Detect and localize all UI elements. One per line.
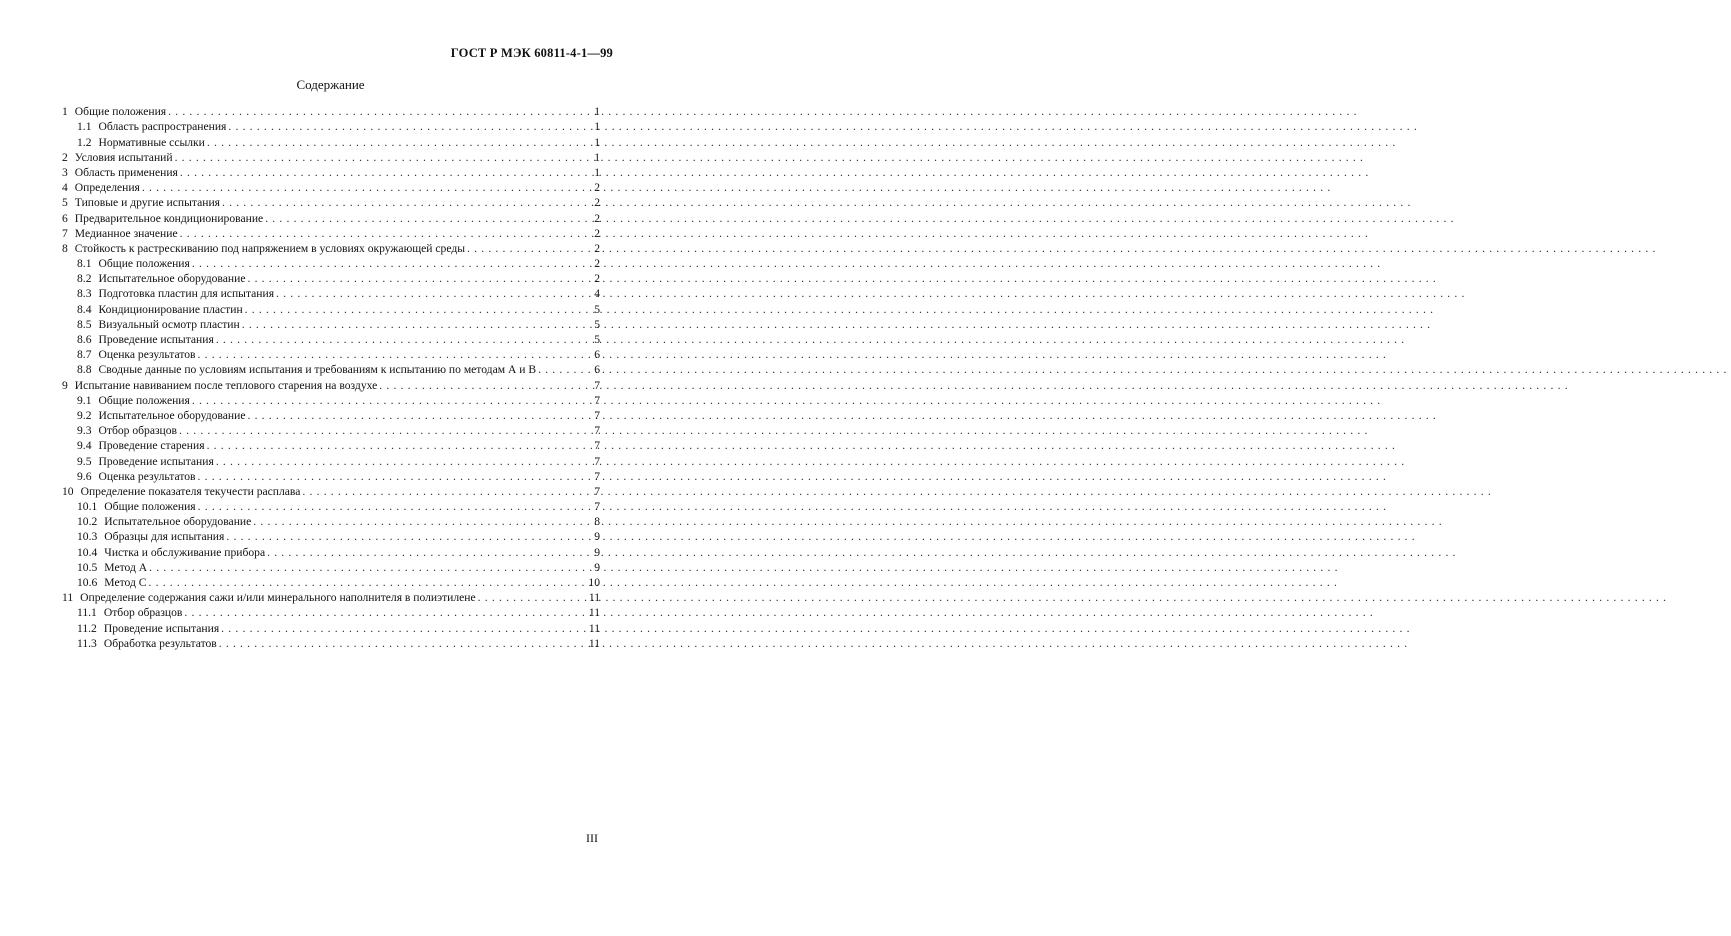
toc-entry-number: 8.6 [77,333,92,346]
toc-entry-number: 10 [62,484,74,498]
toc-entry-number: 9.4 [77,439,92,453]
toc-entry-page: 11 [588,621,600,635]
toc-entry-number: 9.3 [77,424,92,438]
toc-entry-number: 8.4 [77,302,92,316]
toc-entry[interactable] [62,452,600,467]
toc-entry-page: 7 [594,469,600,483]
toc-entry-title: Типовые и другие испытания [74,196,220,210]
toc-dot-leader [198,500,574,513]
toc-dot-leader [253,515,574,528]
toc-entry-title: Определение содержания сажи и/или минерального наполнителя в полиэтилене [80,591,476,605]
toc-entry-number: 11.2 [77,621,97,635]
toc-entry-title: Отбор образцов [98,424,178,438]
toc-entry-title: Медианное значение [74,226,178,240]
toc-entry[interactable] [62,240,600,255]
toc-entry-number: 10.6 [77,576,98,589]
toc-entry-title: Оценка результатов [98,348,196,362]
toc-dot-leader [467,242,574,255]
toc-entry-title: Условия испытаний [74,150,173,164]
toc-entry[interactable] [62,528,600,543]
toc-entry-number: 8.5 [77,317,92,331]
toc-entry-number: 8.1 [77,257,92,271]
toc-entry-page: 5 [594,302,600,316]
toc-entry[interactable] [62,194,600,209]
toc-entry-page: 7 [594,393,600,407]
toc-entry-title: Общие положения [104,500,196,514]
toc-entry-page: 7 [594,454,600,468]
toc-entry[interactable] [62,270,600,285]
toc-entry-page: 9 [594,560,600,574]
toc-entry-number: 9 [62,378,68,392]
toc-entry-title: Предварительное кондиционирование [74,211,264,225]
toc-entry-number: 10.5 [77,560,98,574]
table-of-contents [62,103,600,650]
toc-dot-leader [228,120,574,133]
toc-entry[interactable] [62,589,600,604]
toc-entry[interactable] [62,209,600,224]
toc-entry-number: 8.8 [77,363,92,377]
toc-entry-page: 5 [594,333,600,346]
toc-entry-number: 8 [62,241,68,255]
toc-entry-number: 1.1 [77,120,92,134]
toc-dot-leader [180,227,574,240]
toc-entry-title: Визуальный осмотр пластин [98,317,240,331]
toc-entry[interactable] [62,118,600,133]
toc-entry-page: 7 [594,484,600,498]
toc-dot-leader [184,606,574,619]
toc-entry-number: 6 [62,211,68,225]
toc-dot-leader [168,105,574,118]
toc-entry-title: Испытание навиванием после теплового старения на воздухе [74,378,378,392]
toc-entry-page: 7 [594,439,600,453]
toc-entry-number: 9.6 [77,469,92,483]
toc-entry-number: 5 [62,196,68,210]
toc-entry-page: 2 [594,196,600,210]
toc-entry-title: Общие положения [98,257,190,271]
toc-entry-number: 10.1 [77,500,98,514]
toc-entry-page: 9 [594,545,600,559]
toc-dot-leader [198,470,574,483]
toc-entry[interactable] [62,103,600,118]
toc-entry[interactable] [62,179,600,194]
toc-entry-title: Проведение старения [98,439,205,453]
toc-entry-page: 1 [594,165,600,179]
toc-dot-leader [216,455,574,468]
toc-entry-number: 2 [62,150,68,164]
toc-entry-title: Испытательное оборудование [104,515,252,529]
toc-entry[interactable] [62,498,600,513]
toc-dot-leader [276,287,574,300]
toc-entry-number: 8.7 [77,348,92,362]
toc-dot-leader [478,591,574,604]
toc-entry[interactable] [62,437,600,452]
toc-dot-leader [142,181,574,194]
toc-dot-leader [149,561,574,574]
toc-entry-number: 3 [62,165,68,179]
toc-entry-title: Испытательное оборудование [98,272,246,286]
toc-entry-page: 2 [594,211,600,225]
toc-entry[interactable] [62,604,600,619]
toc-entry-page: 2 [594,272,600,286]
toc-dot-leader [222,196,574,209]
toc-entry-page: 2 [594,241,600,255]
toc-entry-number: 11 [62,591,74,605]
toc-entry-title: Метод А [104,560,148,574]
toc-entry[interactable] [62,543,600,558]
toc-entry[interactable] [62,361,600,376]
toc-dot-leader [207,136,574,149]
toc-entry-page: 5 [594,317,600,331]
toc-entry-title: Область применения [74,165,178,179]
toc-entry-number: 10.2 [77,515,98,529]
toc-entry-title: Общие положения [98,393,190,407]
toc-entry-title: Кондиционирование пластин [98,302,243,316]
toc-dot-leader [175,151,574,164]
toc-entry-page: 7 [594,500,600,514]
toc-entry-number: 11.3 [77,636,97,650]
toc-entry-page: 7 [594,424,600,438]
toc-entry[interactable] [62,300,600,315]
toc-dot-leader [219,637,574,650]
toc-entry[interactable] [62,468,600,483]
toc-dot-leader [247,272,574,285]
toc-entry-title: Обработка результатов [103,636,217,650]
toc-dot-leader [192,394,574,407]
toc-entry-title: Проведение испытания [103,621,220,635]
toc-entry[interactable] [62,255,600,270]
toc-entry-title: Нормативные ссылки [98,135,205,149]
toc-entry-number: 7 [62,226,68,240]
toc-entry-page: 2 [594,226,600,240]
toc-entry-page: 2 [594,181,600,195]
toc-entry-number: 8.3 [77,287,92,301]
toc-dot-leader [221,622,574,635]
toc-entry[interactable] [62,407,600,422]
toc-entry-page: 1 [594,120,600,134]
toc-dot-leader [180,166,574,179]
toc-entry-title: Определение показателя текучести расплава [80,484,301,498]
toc-entry[interactable] [62,392,600,407]
toc-dot-leader [242,318,574,331]
toc-entry-number: 10.4 [77,545,98,559]
toc-entry[interactable] [62,164,600,179]
toc-entry-title: Образцы для испытания [104,530,225,544]
toc-entry[interactable] [62,422,600,437]
toc-entry-page: 6 [594,348,600,362]
toc-entry-number: 4 [62,181,68,195]
toc-dot-leader [216,333,574,346]
toc-dot-leader [198,348,574,361]
toc-entry-number: 1.2 [77,135,92,149]
toc-dot-leader [538,363,574,376]
toc-entry-title: Метод С [104,576,147,589]
toc-entry[interactable] [62,513,600,528]
toc-dot-leader [149,576,574,589]
toc-entry-number: 1 [62,105,68,119]
toc-entry-title: Общие положения [74,105,167,119]
toc-entry[interactable] [62,559,600,574]
toc-entry[interactable] [62,619,600,634]
toc-entry-title: Испытательное оборудование [98,408,246,422]
toc-entry-page: 1 [594,150,600,164]
toc-entry[interactable] [62,483,600,498]
toc-dot-leader [302,485,574,498]
toc-entry-page: 11 [588,636,600,650]
toc-dot-leader [245,303,574,316]
page-number: III [586,831,598,845]
toc-dot-leader [265,212,574,225]
toc-entry-title: Проведение испытания [98,333,214,346]
toc-entry-page: 11 [588,606,600,620]
toc-entry-number: 8.2 [77,272,92,286]
toc-entry[interactable] [62,149,600,164]
toc-entry-title: Оценка результатов [98,469,196,483]
document-code: ГОСТ Р МЭК 60811-4-1—99 [450,46,613,60]
toc-entry-page: 1 [594,105,600,119]
toc-entry-number: 9.2 [77,408,92,422]
toc-entry-title: Сводные данные по условиям испытания и требованиям к испытанию по методам А и В [98,363,537,377]
toc-entry-page: 10 [588,576,600,589]
toc-dot-leader [207,439,574,452]
toc-entry[interactable] [62,316,600,331]
toc-entry-title: Определения [74,181,140,195]
toc-entry-title: Проведение испытания [98,454,214,468]
toc-entry-title: Чистка и обслуживание прибора [104,545,266,559]
toc-entry-page: 11 [588,591,600,605]
toc-entry-title: Подготовка пластин для испытания [98,287,275,301]
toc-entry[interactable] [62,346,600,361]
toc-entry[interactable] [62,133,600,148]
toc-entry[interactable] [62,225,600,240]
toc-entry-page: 7 [594,408,600,422]
toc-entry-title: Отбор образцов [103,606,183,620]
page-title: Содержание [296,77,365,92]
toc-dot-leader [192,257,574,270]
toc-entry-number: 11.1 [77,606,97,620]
toc-entry-page: 9 [594,530,600,544]
toc-entry[interactable] [62,635,600,650]
toc-dot-leader [379,379,574,392]
toc-dot-leader [247,409,574,422]
toc-entry-title: Стойкость к растрескиванию под напряжением в условиях окружающей среды [74,241,466,255]
toc-entry-page: 8 [594,515,600,529]
toc-dot-leader [179,424,574,437]
toc-entry-page: 2 [594,257,600,271]
toc-dot-leader [226,530,574,543]
toc-entry-title: Область распространения [98,120,227,134]
toc-entry-number: 9.5 [77,454,92,468]
toc-entry[interactable] [62,376,600,391]
toc-entry-number: 10.3 [77,530,98,544]
toc-entry-number: 9.1 [77,393,92,407]
toc-entry-page: 1 [594,135,600,149]
toc-entry-page: 7 [594,378,600,392]
toc-entry[interactable] [62,285,600,300]
toc-dot-leader [267,546,574,559]
toc-entry-page: 4 [594,287,600,301]
toc-entry-page: 6 [594,363,600,377]
toc-entry[interactable] [62,574,600,589]
toc-entry[interactable] [62,331,600,346]
